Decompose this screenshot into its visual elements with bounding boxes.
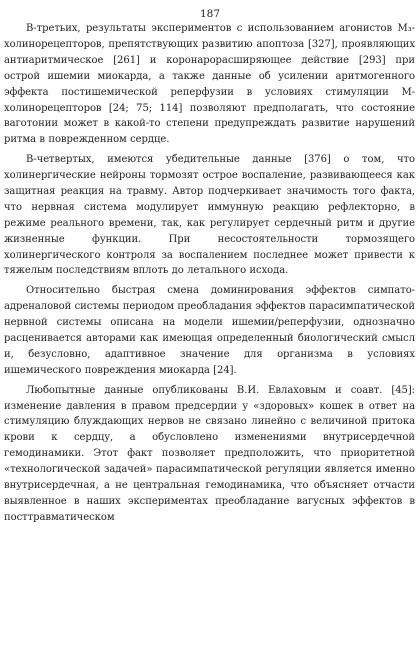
paragraph-text: В-третьих, результаты экспериментов с использованием агонистов M₃-холинорецепторов, препятствующих развитию апоптоза [327], проявляющих антиаритмическое [261] и коронарорасширяющее действие [293] при острой ишемии миокарда, а также данные об усилении аритмогенного эффекта постишемической реперфузии в условиях стимуляции M-холинорецепторов [24; 75; 114] позволяют предполагать, что состояние ваготонии может в какой-то степени предупреждать развитие нарушений ритма в поврежденном сердце. xyxy=(4,23,415,146)
paragraph-3 xyxy=(0,283,420,378)
paragraph-4 xyxy=(0,383,420,526)
paragraph-text: В-четвертых, имеются убедительные данные [376] о том, что холинергические нейроны тормозят острое воспаление, развивающееся как защитная реакция на травму. Автор подчеркивает значимость того факта, что нервная система модулирует иммунную реакцию рефлекторно, в режиме реального времени, так, как регулирует сердечный ритм и другие жизненные функции. При несостоятельности тормозящего холинергического контроля за воспалением последнее может привести к тяжелым последствиям вплоть до летального исхода. xyxy=(4,154,415,277)
paragraph-1 xyxy=(0,21,420,148)
paragraph-text: Любопытные данные опубликованы В.И. Евлаховым и соавт. [45]: изменение давления в правом предсердии у «здоровых» кошек в ответ на стимуляцию блуждающих нервов не связано линейно с величиной притока крови к сердцу, а обусловлено изменениями внутрисердечной гемодинамики. Этот факт позволяет предположить, что приоритетной «технологической задачей» парасимпатической регуляции является именно внутрисердечная, а не центральная гемодинамика, что объясняет отчасти выявленное в наших экспериментах преобладание вагусных эффектов в посттравматическом xyxy=(4,384,415,523)
paragraph-text: Относительно быстрая смена доминирования эффектов симпато-адреналовой системы периодом преобладания эффектов парасимпатической нервной системы описана на модели ишемии/реперфузии, однозначно расценивается авторами как имеющая определенный биологический смысл и, безусловно, адаптивное значение для организма в условиях ишемического повреждения миокарда [24]. xyxy=(4,285,415,376)
body-text xyxy=(0,21,420,526)
paragraph-2 xyxy=(0,152,420,279)
page-number: 187 xyxy=(199,8,221,20)
